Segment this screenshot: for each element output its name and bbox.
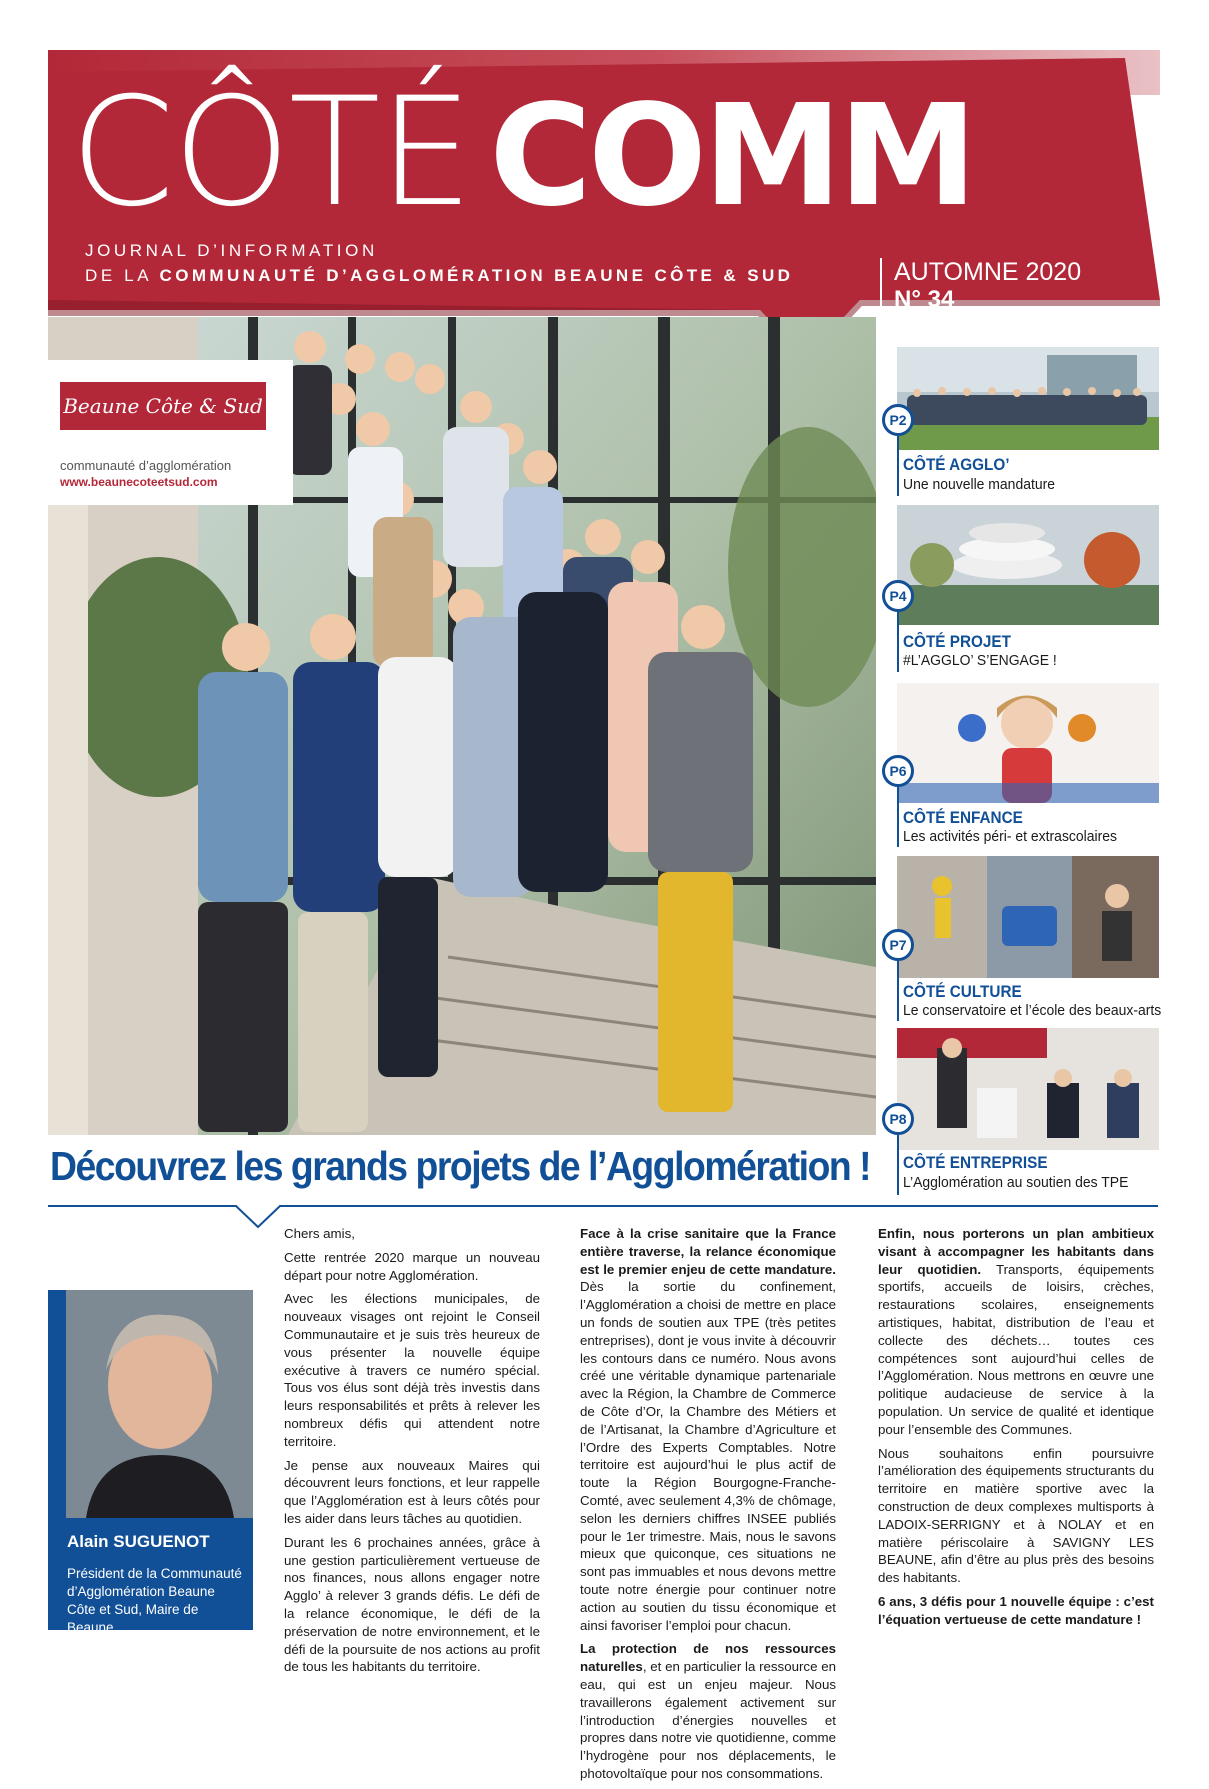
title-light: CÔTÉ (70, 66, 472, 240)
sidebar-photo-agglo (897, 347, 1159, 450)
logo-banner (60, 382, 266, 430)
sidebar-heading-culture[interactable]: CÔTÉ CULTURE (903, 982, 1022, 1001)
page-badge-p7[interactable]: P7 (882, 929, 914, 961)
article-bold: Face à la crise sanitaire que la France entière traverse, la relance économique est le premier enjeu de cette mandature. (580, 1226, 836, 1277)
page-badge-p6[interactable]: P6 (882, 755, 914, 787)
sidebar-photo-culture (897, 856, 1159, 978)
photo-conference-illustration (897, 1028, 1159, 1150)
portrait-role: Président de la Communauté d’Agglomération Beaune Côte et Sud, Maire de Beaune. (67, 1566, 242, 1635)
sidebar-heading-enfance[interactable]: CÔTÉ ENFANCE (903, 808, 1023, 827)
sidebar-desc-enfance: Les activités péri- et extrascolaires (903, 828, 1117, 845)
subtitle-line2 (85, 263, 793, 288)
sidebar-photo-entreprise (897, 1028, 1159, 1150)
logo-url[interactable]: www.beaunecoteetsud.com (60, 475, 218, 489)
article-paragraph: Avec les élections municipales, de nouveaux visages ont rejoint le Conseil Communautaire et je suis très heureux de vous présenter la nouvelle équipe exécutive à travers ce numéro spécial. Tous vos élus sont déjà très investis dans leurs responsabilités et prêts à relever les nombreux défis qui attendent notre territoire. (284, 1291, 540, 1449)
sidebar-line (897, 787, 899, 847)
article-paragraph (878, 1593, 1154, 1629)
article-column-3 (878, 1225, 1154, 1635)
article-bold: 6 ans, 3 défis pour 1 nouvelle équipe : c’est l’équation vertueuse de cette mandature ! (878, 1593, 1154, 1627)
photo-culture-illustration (897, 856, 1159, 978)
sidebar-line (897, 612, 899, 672)
photo-child-illustration (897, 683, 1159, 803)
journal-title (70, 66, 1130, 240)
agglo-logo-card (48, 360, 293, 505)
portrait-photo (66, 1290, 253, 1518)
logo-name: Beaune Côte & Sud (63, 394, 263, 418)
article-column-1 (284, 1225, 540, 1682)
journal-subtitle (85, 238, 793, 288)
page-badge-p2[interactable]: P2 (882, 404, 914, 436)
issue-number: N° 34 (894, 286, 955, 313)
article-paragraph (580, 1225, 836, 1634)
sidebar-line (897, 961, 899, 1021)
article-bold: La protection de nos ressources naturelles (580, 1641, 836, 1675)
sidebar-desc-entreprise: L’Agglomération au soutien des TPE (903, 1174, 1129, 1191)
sidebar-desc-agglo: Une nouvelle mandature (903, 476, 1056, 493)
issue-box (880, 258, 1094, 314)
photo-building-illustration (897, 505, 1159, 625)
article-paragraph: Cette rentrée 2020 marque un nouveau départ pour notre Agglomération. (284, 1249, 540, 1283)
article-paragraph: Je pense aux nouveaux Maires qui découvrent leurs fonctions, et leur rappelle que l’Agglomération est à leurs côtés pour les aider dans leurs tâches au quotidien. (284, 1457, 540, 1526)
title-bold: COMM (489, 75, 974, 238)
page-badge-p8[interactable]: P8 (882, 1103, 914, 1135)
article-text: Dès la sortie du confinement, l’Agglomération a choisi de mettre en place un fonds de soutien aux TPE (très petites entreprises), dont je vous invite à découvrir les contours dans ce numéro. Nous avons créé une véritable dynamique partenariale avec la Région, la Chambre de Commerce de Côte d’Or, la Chambre des Métiers et de l’Artisanat, la Chambre d’Agriculture et l’Ordre des Experts Comptables. Notre territoire est aujourd’hui le plus actif de toute la Région Bourgogne-Franche-Comté, avec seulement 4,3% de chômage, selon les derniers chiffres INSEE publiés pour le 1er trimestre. Mais, nous le savons mieux que quiconque, ces situations ne sont pas immuables et nous devons mettre toute notre énergie pour continuer notre action au soutien du tissu économique et ainsi favoriser l’emploi pour chacun. (580, 1279, 836, 1633)
sidebar-photo-projet (897, 505, 1159, 625)
article-text: Transports, équipements sportifs, accueils de loisirs, crèches, restaurations scolaires, enseignements artistiques, habitat, distribution de l’eau et collecte des déchets… toutes ces compétences sont aujourd’hui celles de l’Agglomération. Nous mettrons en œuvre une politique audacieuse de service à la population. Un service de qualité et identique pour l’ensemble des Communes. (878, 1261, 1154, 1437)
page-badge-p4[interactable]: P4 (882, 580, 914, 612)
article-paragraph: Durant les 6 prochaines années, grâce à une gestion particulièrement vertueuse de nos finances, nous allons engager notre Agglo’ à relever 3 grands défis. Le défi de la relance économique, le défi de la préservation de notre environnement, et le défi de la poursuite de nos actions au profit de tous les habitants du territoire. (284, 1534, 540, 1675)
photo-assembly-illustration (897, 347, 1159, 450)
sidebar-heading-agglo[interactable]: CÔTÉ AGGLO’ (903, 455, 1010, 474)
article-text: , et en particulier la ressource en eau, qui est un enjeu majeur. Nous travaillerons également activement sur l’introduction d’énergies nouvelles et propres dans notre vie quotidienne, comme l’hydrogène pour nos déplacements, le photovoltaïque pour nos consommations. (580, 1659, 836, 1781)
article-paragraph: Nous souhaitons enfin poursuivre l’amélioration des équipements structurants du territoire en matière sportive avec la construction de deux complexes multisports à LADOIX-SERRIGNY et à NOLAY et en matière périscolaire à SAVIGNY LES BEAUNE, afin d’être au plus près des besoins des habitants. (878, 1445, 1154, 1586)
sidebar-heading-entreprise[interactable]: CÔTÉ ENTREPRISE (903, 1153, 1048, 1172)
article-bold: Enfin, nous porterons un plan ambitieux visant à accompagner les habitants dans leur quotidien. (878, 1226, 1154, 1277)
portrait-illustration (66, 1290, 253, 1518)
subtitle-line1: JOURNAL D’INFORMATION (85, 241, 378, 260)
sidebar-line (897, 436, 899, 496)
article-paragraph (580, 1640, 836, 1782)
sidebar-photo-enfance (897, 683, 1159, 803)
sidebar-desc-culture: Le conservatoire et l’école des beaux-arts (903, 1002, 1162, 1019)
portrait-name: Alain SUGUENOT (67, 1532, 210, 1551)
article-paragraph (878, 1225, 1154, 1439)
subtitle-bold: COMMUNAUTÉ D’AGGLOMÉRATION BEAUNE CÔTE & SUD (159, 266, 794, 285)
article-column-2 (580, 1225, 836, 1789)
sidebar-line (897, 1135, 899, 1195)
sidebar-heading-projet[interactable]: CÔTÉ PROJET (903, 632, 1011, 651)
sidebar-desc-projet: #L’AGGLO’ S’ENGAGE ! (903, 652, 1057, 669)
issue-season: AUTOMNE 2020 (894, 258, 1082, 286)
logo-subtitle: communauté d’agglomération (60, 458, 232, 473)
main-headline: Découvrez les grands projets de l’Agglomération ! (50, 1143, 871, 1189)
article-paragraph: Chers amis, (284, 1226, 355, 1241)
subtitle-prefix: DE LA (85, 266, 152, 285)
